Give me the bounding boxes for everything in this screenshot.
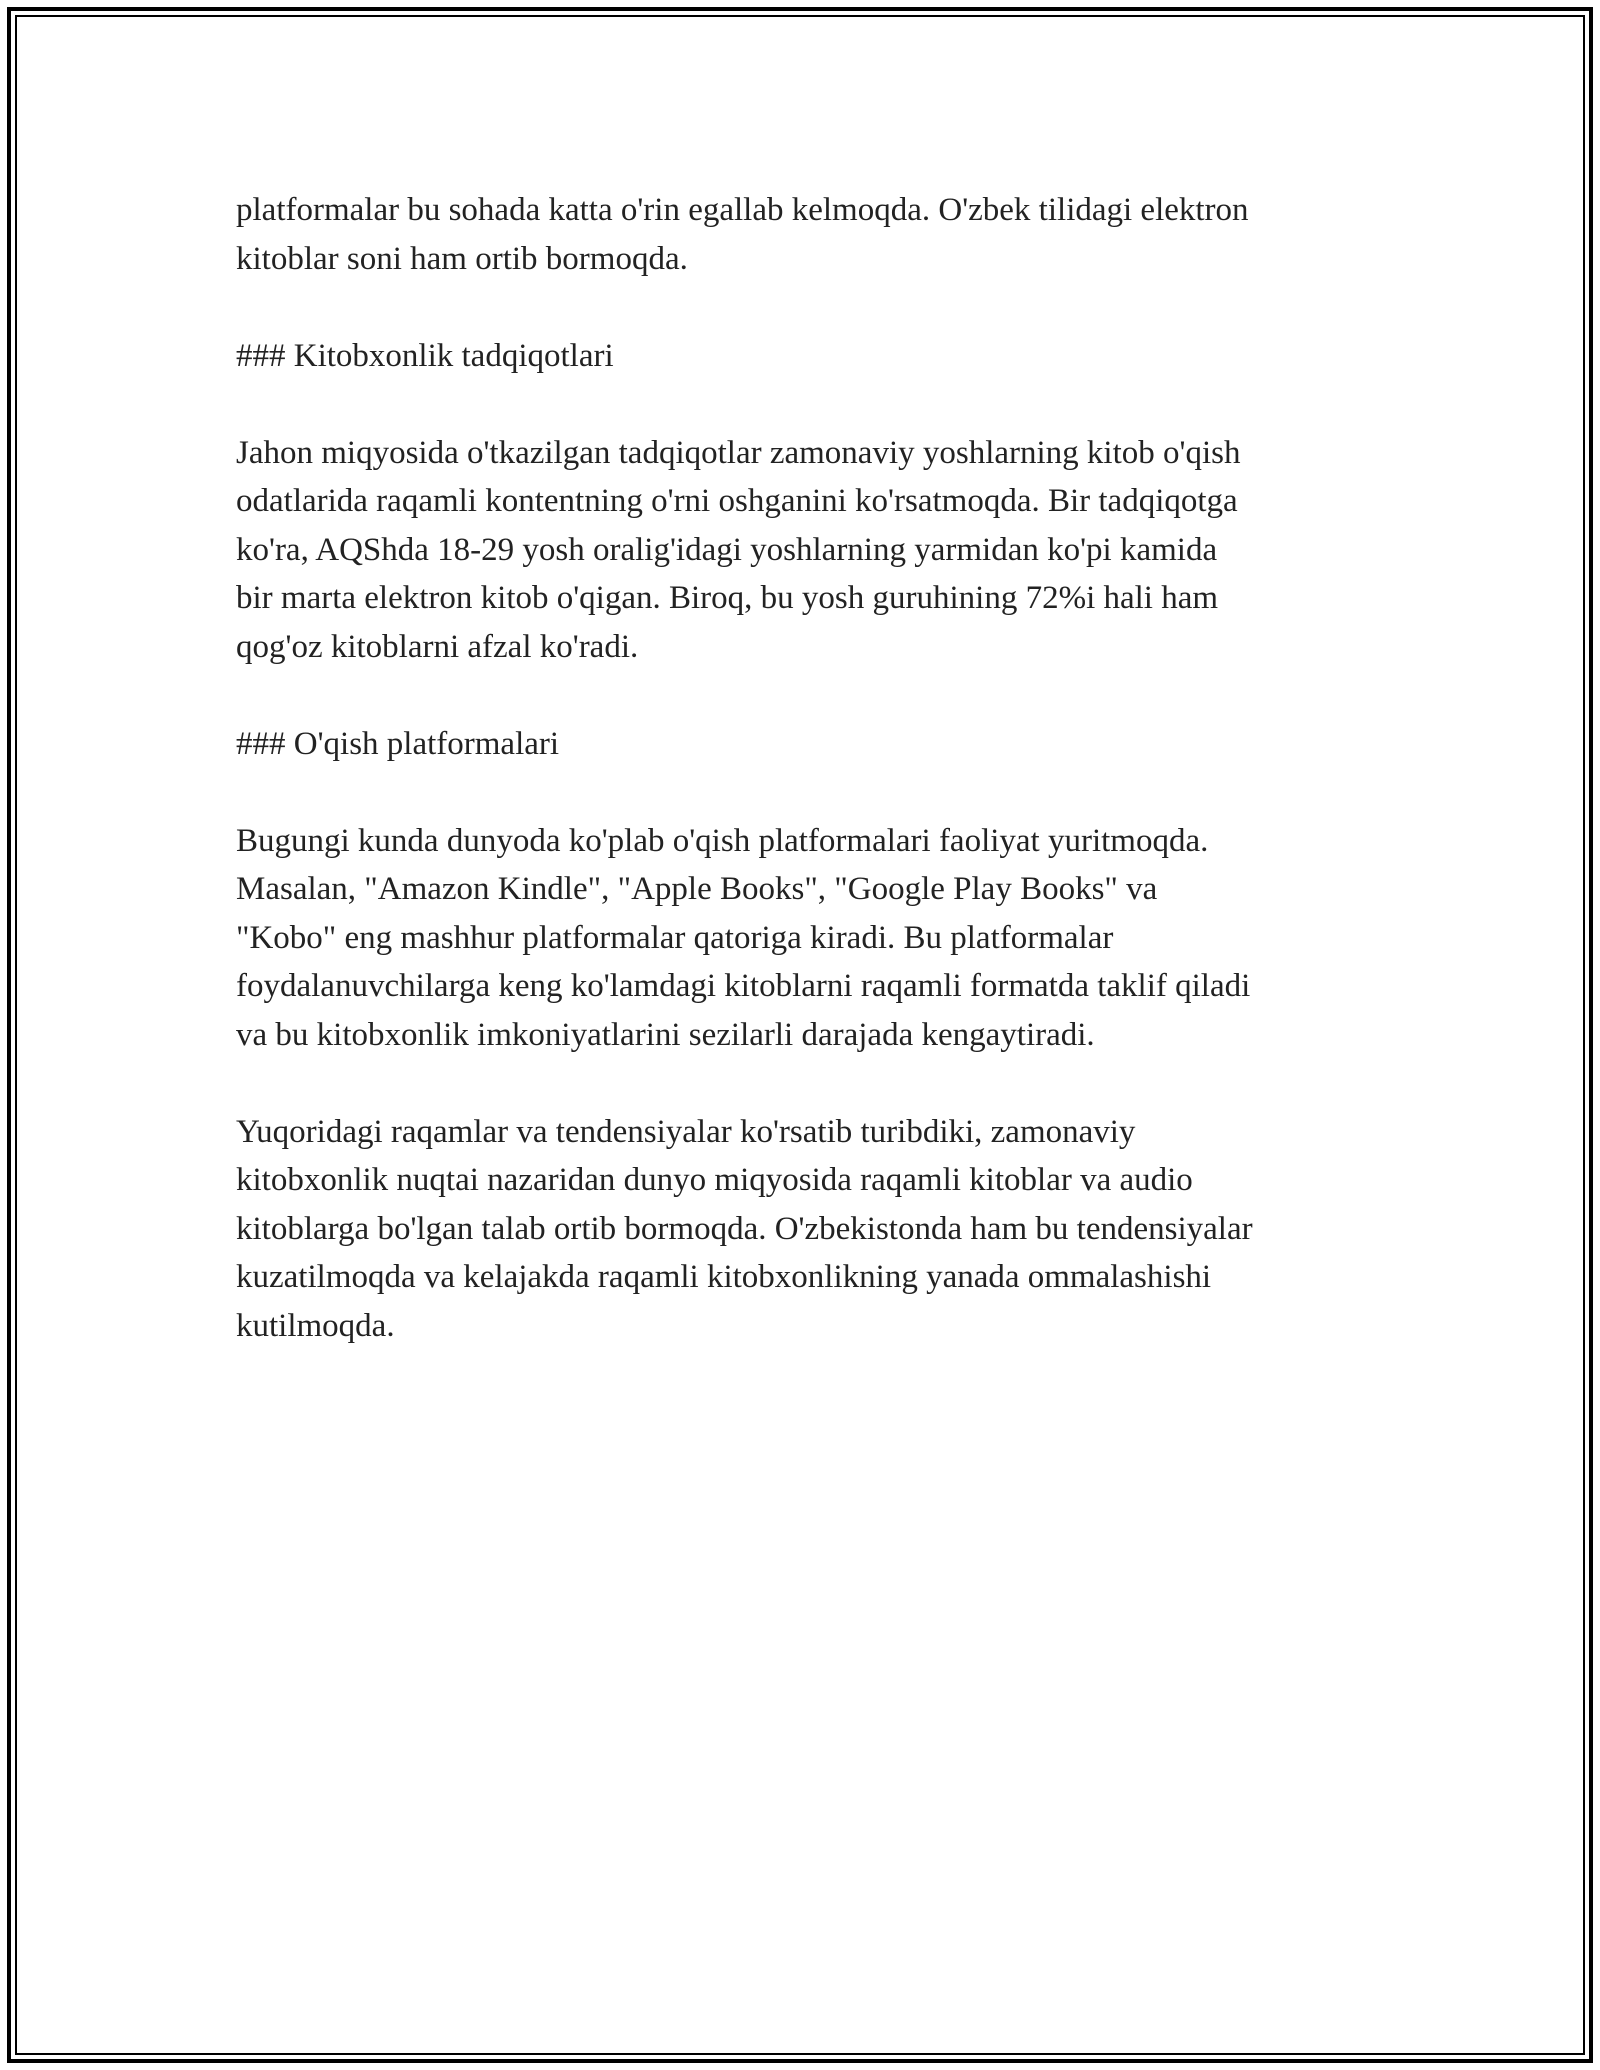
paragraph-ebooks-uzbek: platformalar bu sohada katta o'rin egallab kelmoqda. O'zbek tilidagi elektron kitoblar soni ham ortib bormoqda. bbox=[236, 192, 1249, 277]
paragraph-reading-platforms: Bugungi kunda dunyoda ko'plab o'qish platformalari faoliyat yuritmoqda. Masalan, "Amazon Kindle", "Apple Books", "Google Play Books" va "Kobo" eng mashhur platformalar qatoriga kiradi. Bu platformalar foydalanuvchilarga keng ko'lamdagi kitoblarni raqamli formatda taklif qiladi va bu kitobxonlik imkoniyatlarini sezilarli darajada kengaytiradi. bbox=[236, 822, 1251, 1053]
heading-reading-platforms: ### O'qish platformalari bbox=[236, 725, 560, 762]
heading-reading-research: ### Kitobxonlik tadqiqotlari bbox=[236, 337, 614, 374]
document-body bbox=[236, 186, 1376, 1399]
paragraph-reading-research: Jahon miqyosida o'tkazilgan tadqiqotlar zamonaviy yoshlarning kitob o'qish odatlarida raqamli kontentning o'rni oshganini ko'rsatmoqda. Bir tadqiqotga ko'ra, AQShda 18-29 yosh oralig'idagi yoshlarning yarmidan ko'pi kamida bir marta elektron kitob o'qigan. Biroq, bu yosh guruhining 72%i hali ham qog'oz kitoblarni afzal ko'radi. bbox=[236, 434, 1241, 665]
paragraph-conclusion: Yuqoridagi raqamlar va tendensiyalar ko'rsatib turibdiki, zamonaviy kitobxonlik nuqtai nazaridan dunyo miqyosida raqamli kitoblar va audio kitoblarga bo'lgan talab ortib bormoqda. O'zbekistonda ham bu tendensiyalar kuzatilmoqda va kelajakda raqamli kitobxonlikning yanada ommalashishi kutilmoqda. bbox=[236, 1113, 1253, 1344]
